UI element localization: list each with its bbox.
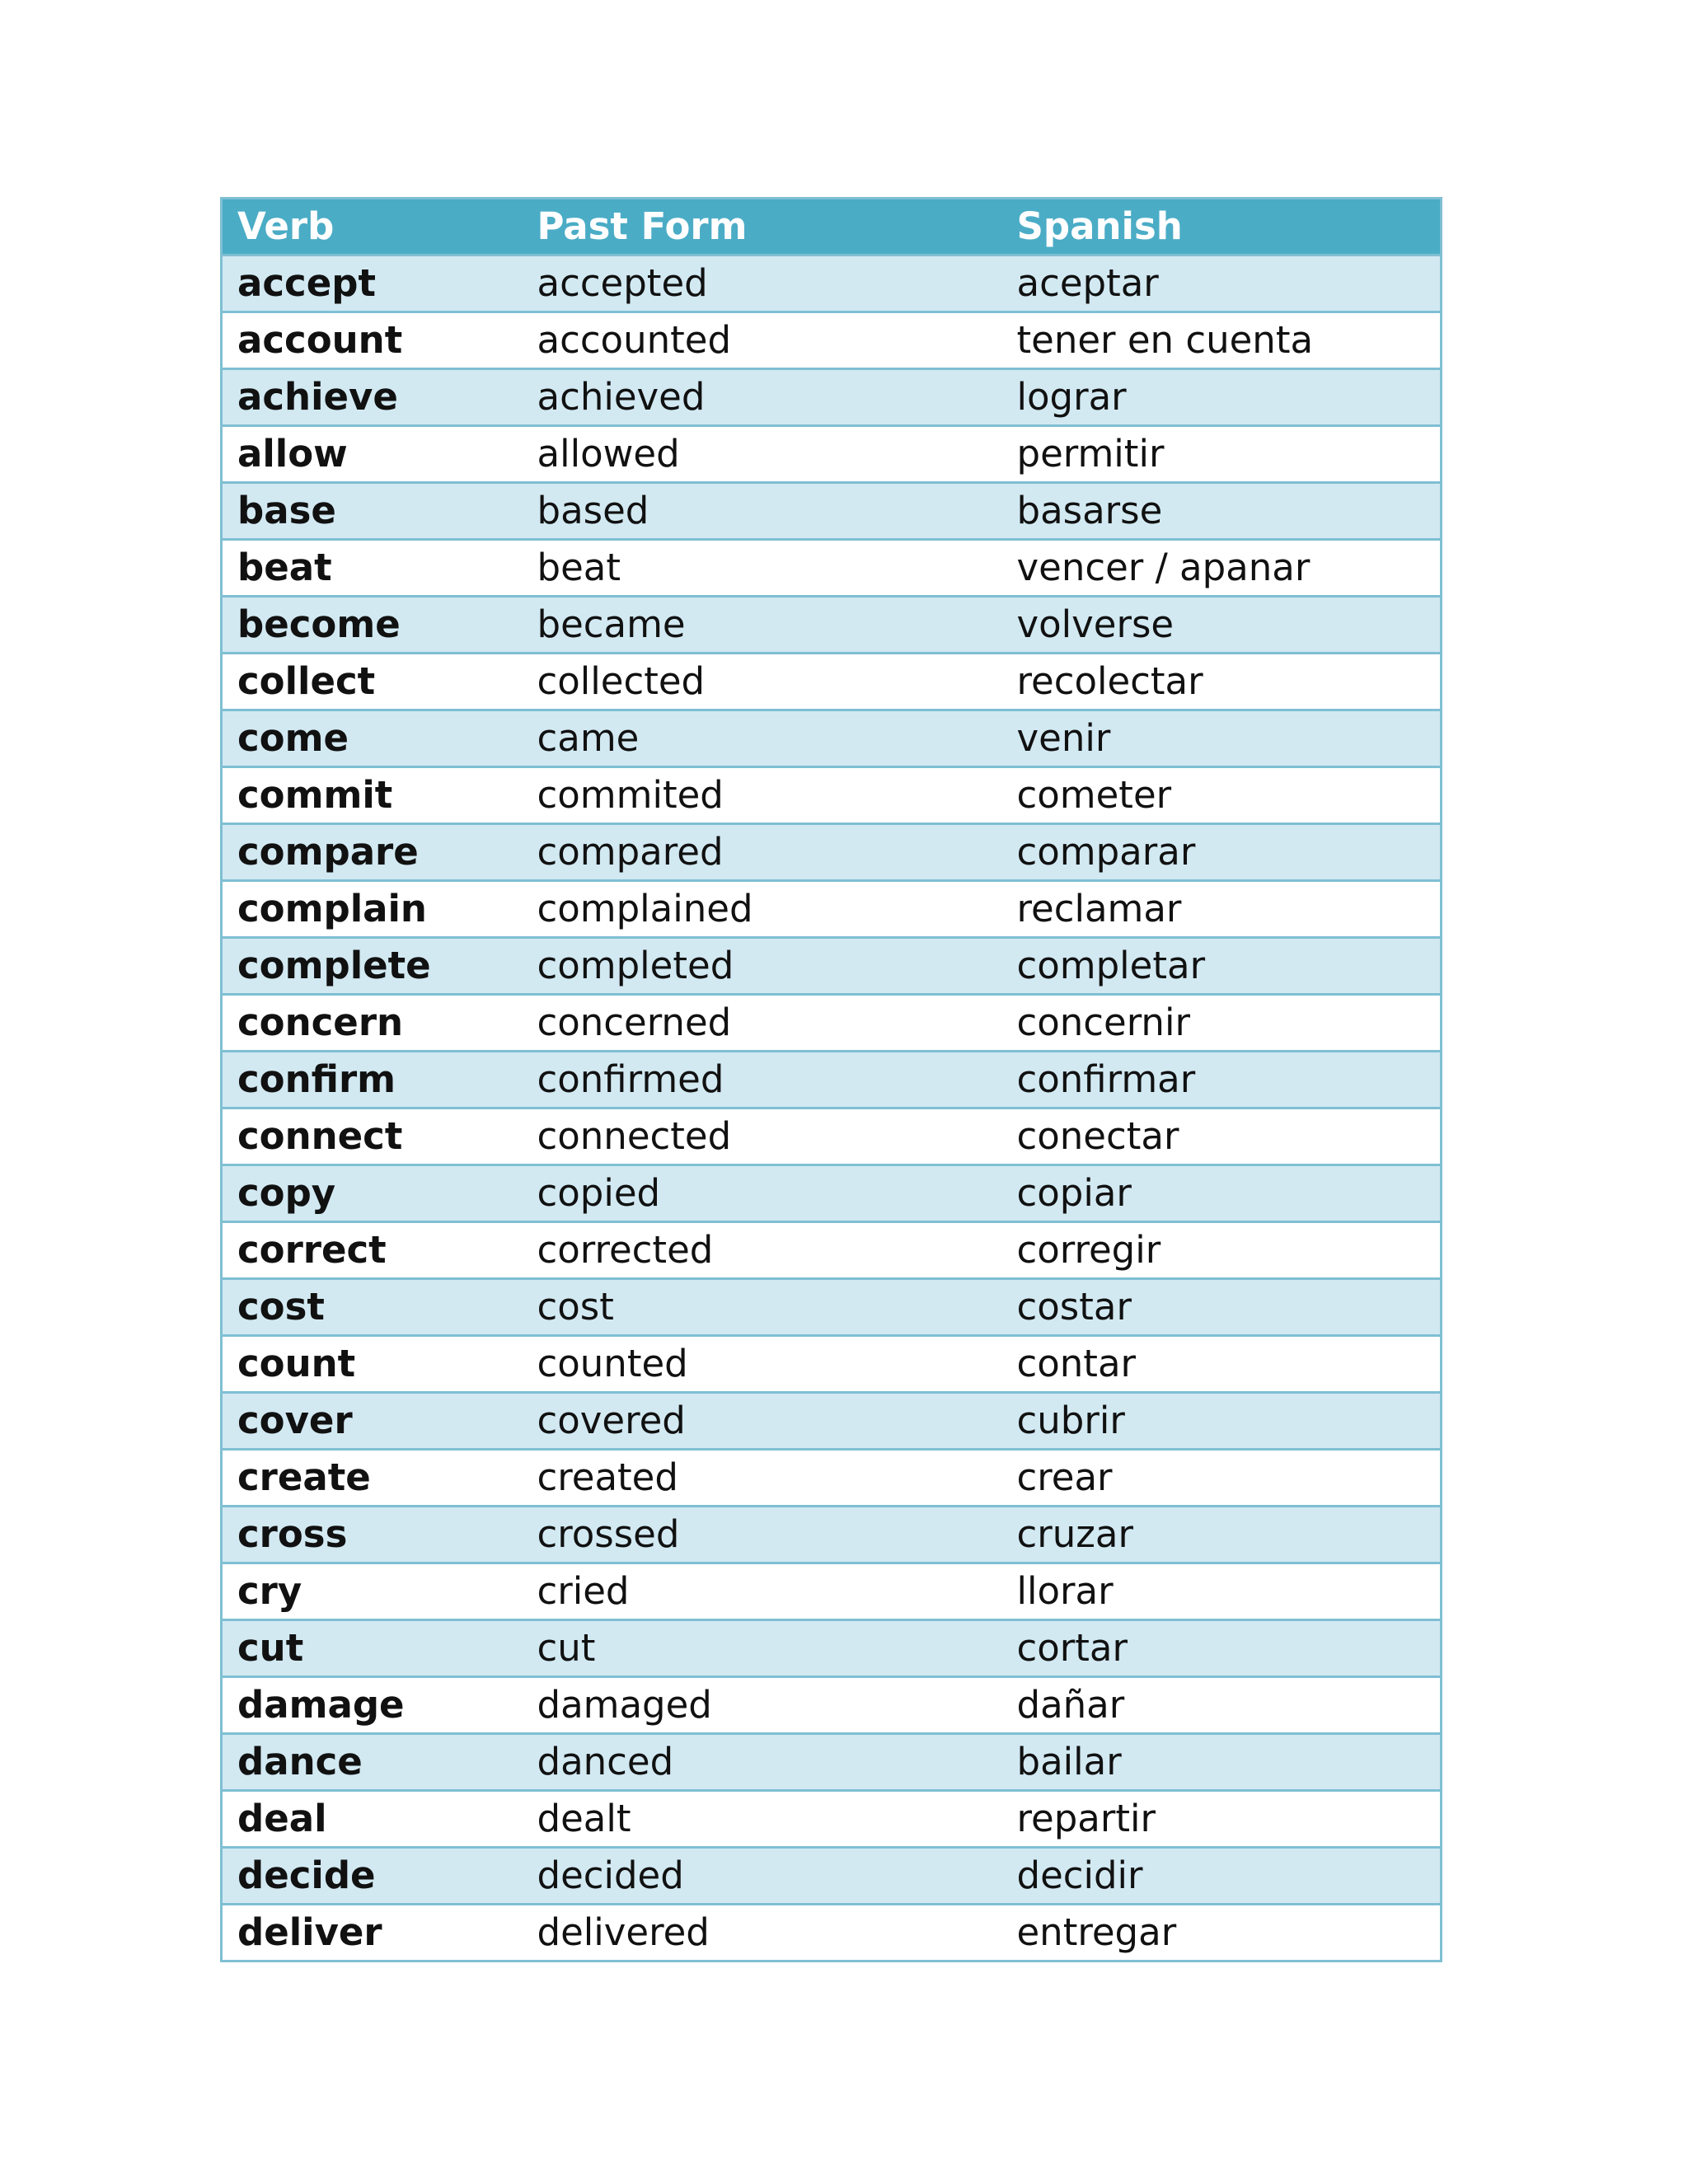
verb-cell: commit (222, 767, 523, 824)
verb-cell: confirm (222, 1052, 523, 1108)
table-row (222, 1108, 1442, 1165)
spanish-cell: comparar (1002, 824, 1442, 881)
table-row (222, 881, 1442, 938)
past-form-cell: decided (523, 1848, 1002, 1905)
past-form-cell: allowed (523, 426, 1002, 483)
past-form-cell: beat (523, 540, 1002, 597)
past-form-cell: achieved (523, 369, 1002, 426)
verb-cell: cost (222, 1279, 523, 1336)
table-row (222, 654, 1442, 710)
past-form-cell: cried (523, 1563, 1002, 1620)
table-row (222, 1848, 1442, 1905)
spanish-cell: venir (1002, 710, 1442, 767)
past-form-cell: concerned (523, 995, 1002, 1052)
header-past-form: Past Form (523, 199, 1002, 255)
verb-cell: cut (222, 1620, 523, 1677)
past-form-cell: complained (523, 881, 1002, 938)
table-row (222, 1165, 1442, 1222)
header-row (222, 199, 1442, 255)
verb-cell: correct (222, 1222, 523, 1279)
past-form-cell: confirmed (523, 1052, 1002, 1108)
spanish-cell: cruzar (1002, 1507, 1442, 1563)
table-row (222, 1791, 1442, 1848)
table-row (222, 1620, 1442, 1677)
verb-cell: cross (222, 1507, 523, 1563)
table-row (222, 255, 1442, 312)
spanish-cell: dañar (1002, 1677, 1442, 1734)
spanish-cell: confirmar (1002, 1052, 1442, 1108)
past-form-cell: counted (523, 1336, 1002, 1393)
verb-cell: become (222, 597, 523, 654)
spanish-cell: copiar (1002, 1165, 1442, 1222)
verb-cell: deal (222, 1791, 523, 1848)
table-header (222, 199, 1442, 255)
verb-cell: accept (222, 255, 523, 312)
verb-cell: account (222, 312, 523, 369)
past-form-cell: delivered (523, 1905, 1002, 1961)
table-row (222, 483, 1442, 540)
verb-cell: complain (222, 881, 523, 938)
table-row (222, 710, 1442, 767)
verb-table (220, 197, 1442, 1962)
table-row (222, 1279, 1442, 1336)
past-form-cell: compared (523, 824, 1002, 881)
verb-cell: allow (222, 426, 523, 483)
past-form-cell: based (523, 483, 1002, 540)
spanish-cell: entregar (1002, 1905, 1442, 1961)
verb-cell: dance (222, 1734, 523, 1791)
table-body (222, 255, 1442, 1961)
verb-cell: cover (222, 1393, 523, 1450)
verb-cell: count (222, 1336, 523, 1393)
verb-cell: concern (222, 995, 523, 1052)
spanish-cell: costar (1002, 1279, 1442, 1336)
past-form-cell: connected (523, 1108, 1002, 1165)
spanish-cell: lograr (1002, 369, 1442, 426)
table-row (222, 1677, 1442, 1734)
verb-cell: damage (222, 1677, 523, 1734)
table-row (222, 824, 1442, 881)
past-form-cell: cut (523, 1620, 1002, 1677)
verb-cell: achieve (222, 369, 523, 426)
verb-cell: decide (222, 1848, 523, 1905)
verb-cell: cry (222, 1563, 523, 1620)
verb-cell: create (222, 1450, 523, 1507)
verb-cell: connect (222, 1108, 523, 1165)
verb-cell: deliver (222, 1905, 523, 1961)
table-row (222, 369, 1442, 426)
table-row (222, 1222, 1442, 1279)
table-row (222, 1734, 1442, 1791)
header-spanish: Spanish (1002, 199, 1442, 255)
past-form-cell: came (523, 710, 1002, 767)
past-form-cell: cost (523, 1279, 1002, 1336)
past-form-cell: became (523, 597, 1002, 654)
spanish-cell: basarse (1002, 483, 1442, 540)
past-form-cell: commited (523, 767, 1002, 824)
spanish-cell: aceptar (1002, 255, 1442, 312)
table-row (222, 597, 1442, 654)
past-form-cell: corrected (523, 1222, 1002, 1279)
table-row (222, 995, 1442, 1052)
spanish-cell: repartir (1002, 1791, 1442, 1848)
table-row (222, 540, 1442, 597)
table-row (222, 312, 1442, 369)
spanish-cell: bailar (1002, 1734, 1442, 1791)
past-form-cell: danced (523, 1734, 1002, 1791)
verb-cell: copy (222, 1165, 523, 1222)
spanish-cell: cortar (1002, 1620, 1442, 1677)
past-form-cell: accounted (523, 312, 1002, 369)
header-verb: Verb (222, 199, 523, 255)
spanish-cell: volverse (1002, 597, 1442, 654)
past-form-cell: completed (523, 938, 1002, 995)
spanish-cell: decidir (1002, 1848, 1442, 1905)
spanish-cell: conectar (1002, 1108, 1442, 1165)
spanish-cell: tener en cuenta (1002, 312, 1442, 369)
spanish-cell: corregir (1002, 1222, 1442, 1279)
spanish-cell: recolectar (1002, 654, 1442, 710)
table-row (222, 1450, 1442, 1507)
table-row (222, 426, 1442, 483)
spanish-cell: vencer / apanar (1002, 540, 1442, 597)
past-form-cell: covered (523, 1393, 1002, 1450)
past-form-cell: created (523, 1450, 1002, 1507)
spanish-cell: completar (1002, 938, 1442, 995)
table-row (222, 1052, 1442, 1108)
table-row (222, 767, 1442, 824)
table-row (222, 1905, 1442, 1961)
verb-cell: collect (222, 654, 523, 710)
spanish-cell: reclamar (1002, 881, 1442, 938)
spanish-cell: cubrir (1002, 1393, 1442, 1450)
spanish-cell: permitir (1002, 426, 1442, 483)
verb-cell: complete (222, 938, 523, 995)
past-form-cell: crossed (523, 1507, 1002, 1563)
spanish-cell: contar (1002, 1336, 1442, 1393)
past-form-cell: dealt (523, 1791, 1002, 1848)
past-form-cell: collected (523, 654, 1002, 710)
table-row (222, 938, 1442, 995)
spanish-cell: llorar (1002, 1563, 1442, 1620)
verb-cell: beat (222, 540, 523, 597)
verb-cell: come (222, 710, 523, 767)
table-row (222, 1336, 1442, 1393)
table-row (222, 1507, 1442, 1563)
past-form-cell: damaged (523, 1677, 1002, 1734)
verb-cell: compare (222, 824, 523, 881)
spanish-cell: cometer (1002, 767, 1442, 824)
table-row (222, 1393, 1442, 1450)
past-form-cell: accepted (523, 255, 1002, 312)
past-form-cell: copied (523, 1165, 1002, 1222)
spanish-cell: crear (1002, 1450, 1442, 1507)
verb-cell: base (222, 483, 523, 540)
table-row (222, 1563, 1442, 1620)
spanish-cell: concernir (1002, 995, 1442, 1052)
